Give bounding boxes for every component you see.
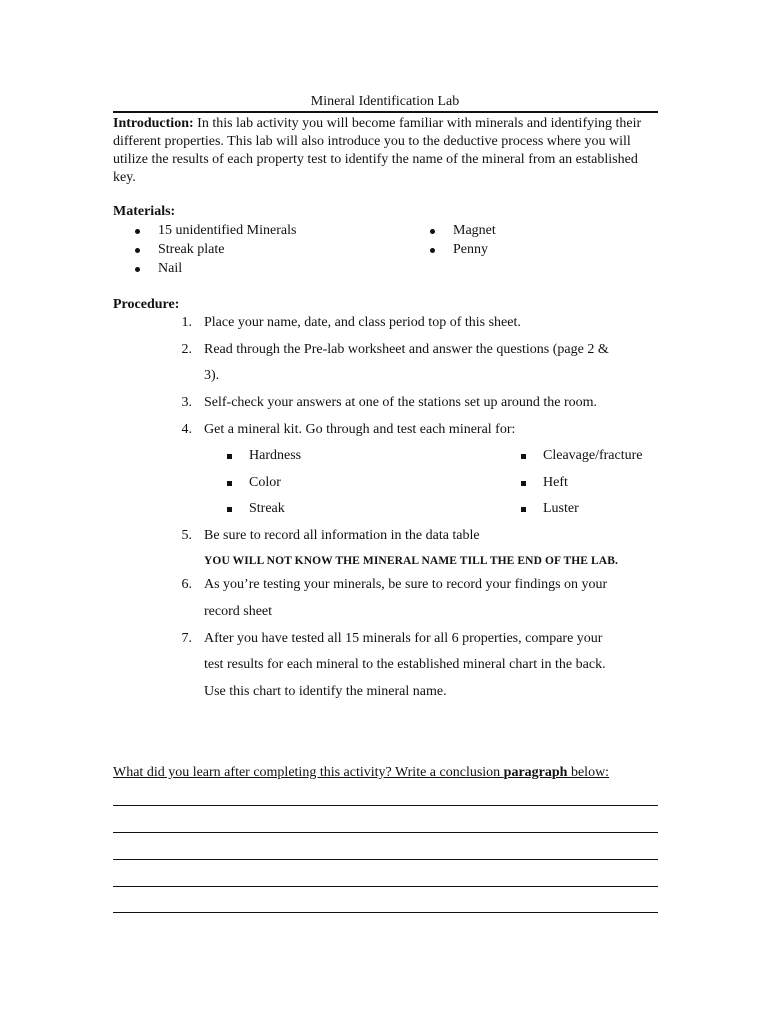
material-item: Streak plate [158,242,225,257]
page-title: Mineral Identification Lab [310,94,460,109]
materials-heading: Materials: [113,204,176,219]
step-text: 3). [204,368,220,383]
bullet-icon [135,229,140,234]
material-item: Magnet [453,223,496,238]
step-text: Read through the Pre-lab worksheet and answer the questions (page 2 & [204,342,609,357]
introduction-label: Introduction: [113,116,194,131]
step-text: Use this chart to identify the mineral name. [204,684,447,699]
square-bullet-icon [521,481,526,486]
procedure-heading: Procedure: [113,297,180,312]
property-item: Luster [543,501,579,516]
bullet-icon [135,248,140,253]
answer-writing-line[interactable] [113,886,658,887]
step-number: 7. [181,631,192,646]
square-bullet-icon [227,454,232,459]
square-bullet-icon [521,507,526,512]
warning-text: YOU WILL NOT KNOW THE MINERAL NAME TILL THE END OF THE LAB. [204,555,618,567]
square-bullet-icon [227,507,232,512]
step-number: 4. [181,422,192,437]
square-bullet-icon [227,481,232,486]
step-text: Get a mineral kit. Go through and test each mineral for: [204,422,516,437]
bullet-icon [430,229,435,234]
step-text: Place your name, date, and class period top of this sheet. [204,315,521,330]
bullet-icon [430,248,435,253]
material-item: Nail [158,261,183,276]
property-item: Cleavage/fracture [543,448,643,463]
bullet-icon [135,267,140,272]
property-item: Color [249,475,281,490]
conclusion-prompt-emphasis: paragraph [503,765,568,780]
step-text: As you’re testing your minerals, be sure to record your findings on your [204,577,608,592]
step-text: record sheet [204,604,273,619]
step-number: 3. [181,395,192,410]
answer-writing-line[interactable] [113,859,658,860]
conclusion-prompt-suffix: below: [567,765,610,780]
square-bullet-icon [521,454,526,459]
property-item: Heft [543,475,568,490]
property-item: Hardness [249,448,302,463]
material-item: 15 unidentified Minerals [158,223,297,238]
introduction-text: In this lab activity you will become familiar with minerals and identifying their different properties. This lab will also introduce you to the deductive process where you will utilize the results of each property test to identify the name of the mineral from an established key. [113,116,642,185]
step-number: 2. [181,342,192,357]
answer-writing-line[interactable] [113,912,658,913]
material-item: Penny [453,242,488,257]
answer-writing-line[interactable] [113,832,658,833]
conclusion-prompt [113,765,609,781]
step-number: 1. [181,315,192,330]
step-text: Be sure to record all information in the data table [204,528,480,543]
conclusion-prompt-text: What did you learn after completing this activity? Write a conclusion [113,765,504,780]
property-item: Streak [249,501,285,516]
introduction-paragraph [113,115,658,187]
step-text: test results for each mineral to the established mineral chart in the back. [204,657,606,672]
answer-writing-line[interactable] [113,805,658,806]
step-number: 5. [181,528,192,543]
step-text: Self-check your answers at one of the stations set up around the room. [204,395,598,410]
step-text: After you have tested all 15 minerals for all 6 properties, compare your [204,631,603,646]
step-number: 6. [181,577,192,592]
title-divider [113,111,658,113]
